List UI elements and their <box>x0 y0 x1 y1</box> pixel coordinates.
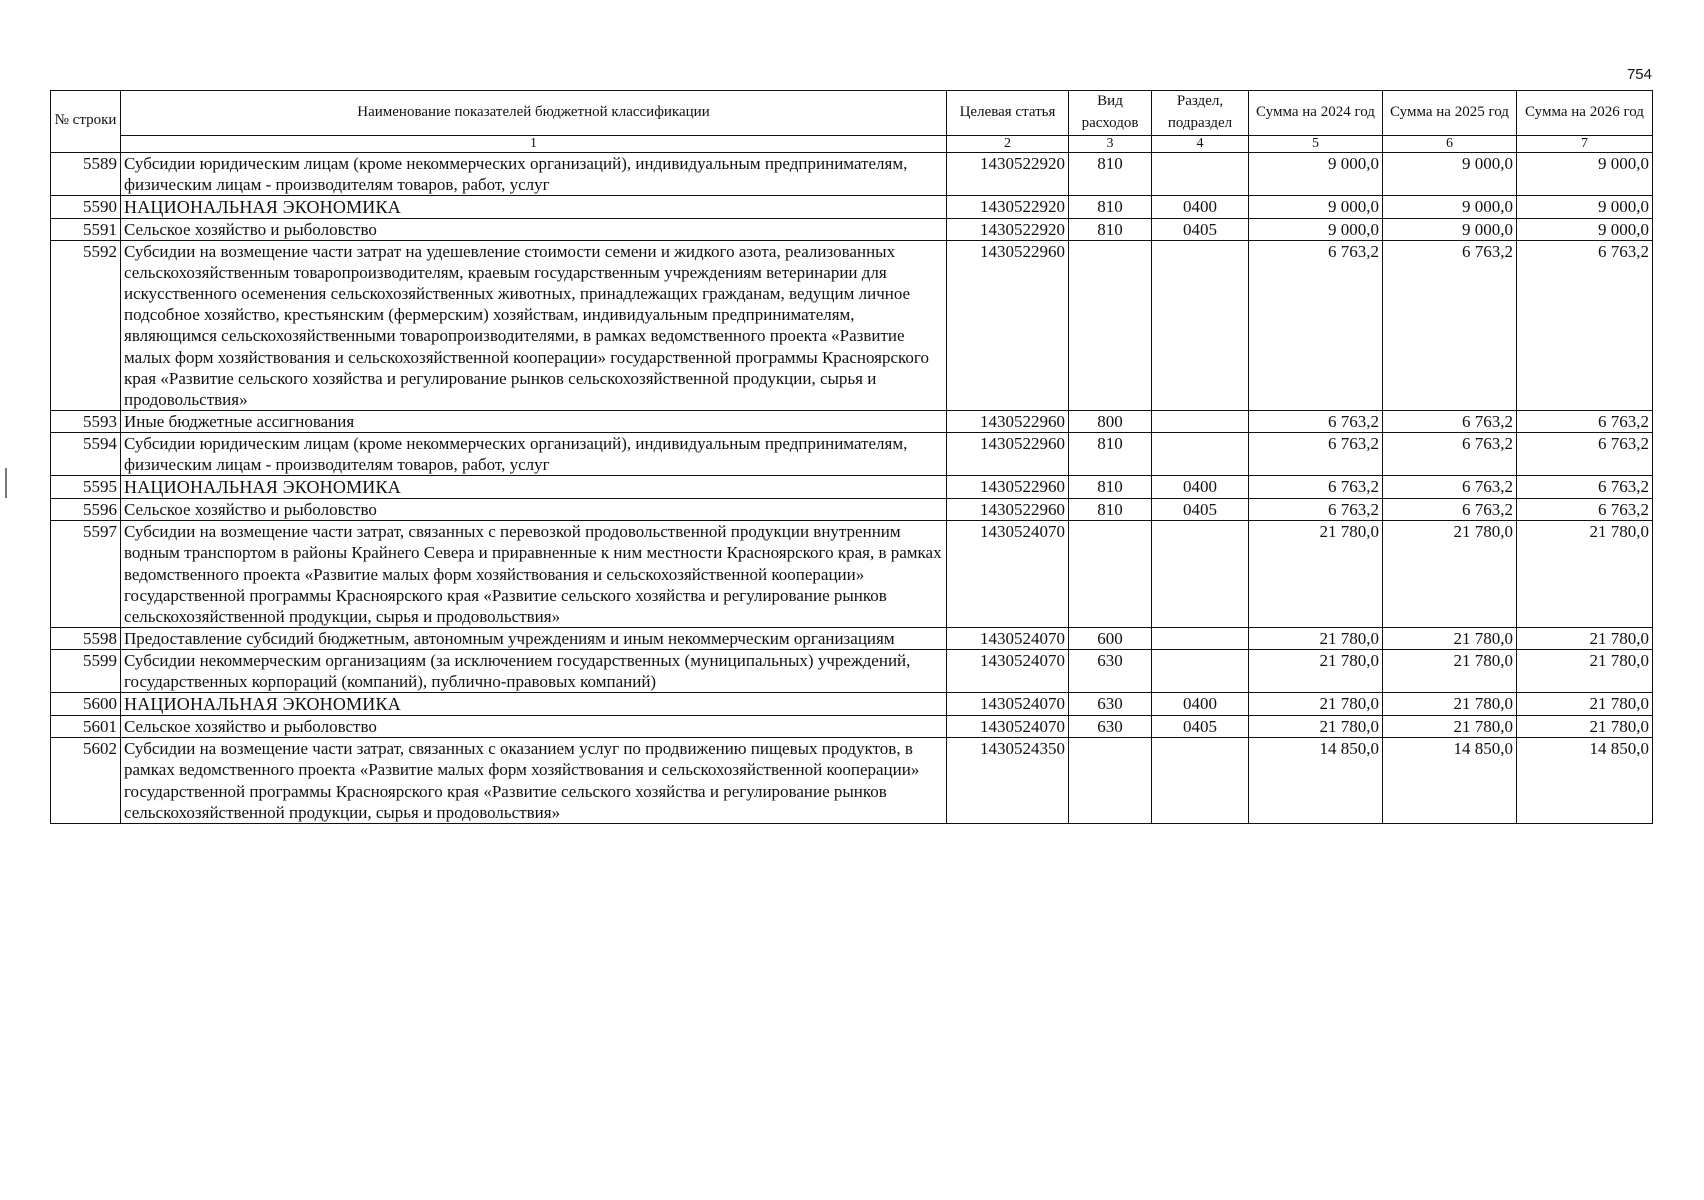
row-number: 5601 <box>51 716 121 738</box>
table-row <box>51 219 1653 241</box>
row-sum-2026: 6 763,2 <box>1517 410 1653 432</box>
row-section: 0400 <box>1152 195 1249 218</box>
row-name: Предоставление субсидий бюджетным, автономным учреждениям и иным некоммерческим организациям <box>121 627 947 649</box>
row-target-article: 1430524070 <box>947 627 1069 649</box>
table-row <box>51 195 1653 218</box>
row-sum-2025: 21 780,0 <box>1383 716 1517 738</box>
row-sum-2025: 9 000,0 <box>1383 195 1517 218</box>
row-expense-type: 630 <box>1069 693 1152 716</box>
row-sum-2024: 9 000,0 <box>1249 195 1383 218</box>
row-target-article: 1430522960 <box>947 241 1069 411</box>
row-section <box>1152 241 1249 411</box>
row-name: Субсидии юридическим лицам (кроме некоммерческих организаций), индивидуальным предпринимателям, физическим лицам - производителям товаров, работ, услуг <box>121 152 947 195</box>
row-section: 0405 <box>1152 716 1249 738</box>
row-number: 5589 <box>51 152 121 195</box>
table-row <box>51 476 1653 499</box>
row-number: 5598 <box>51 627 121 649</box>
row-target-article: 1430522960 <box>947 476 1069 499</box>
row-name: Субсидии на возмещение части затрат на удешевление стоимости семени и жидкого азота, реализованных сельскохозяйственным товаропроизводителям, краевым государственным учреждениям ветеринарии для искусственного осеменения сельскохозяйственных животных, принадлежащих гражданам, ведущим личное подсобное хозяйство, крестьянским (фермерским) хозяйствам, индивидуальным предпринимателям, являющимся сельскохозяйственными товаропроизводителями, в рамках ведомственного проекта «Развитие малых форм хозяйствования и сельскохозяйственной кооперации» государственной программы Красноярского края «Развитие сельского хозяйства и регулирование рынков сельскохозяйственной продукции, сырья и продовольствия» <box>121 241 947 411</box>
row-sum-2026: 6 763,2 <box>1517 499 1653 521</box>
row-sum-2025: 6 763,2 <box>1383 241 1517 411</box>
row-sum-2025: 21 780,0 <box>1383 693 1517 716</box>
row-sum-2024: 6 763,2 <box>1249 410 1383 432</box>
table-row <box>51 738 1653 823</box>
row-expense-type: 630 <box>1069 649 1152 692</box>
row-sum-2025: 6 763,2 <box>1383 410 1517 432</box>
header-target-article: Целевая статья <box>947 91 1069 136</box>
row-expense-type: 800 <box>1069 410 1152 432</box>
row-sum-2025: 21 780,0 <box>1383 521 1517 627</box>
row-section: 0400 <box>1152 476 1249 499</box>
table-row <box>51 521 1653 627</box>
row-target-article: 1430524350 <box>947 738 1069 823</box>
row-number: 5597 <box>51 521 121 627</box>
row-expense-type <box>1069 241 1152 411</box>
row-target-article: 1430522960 <box>947 410 1069 432</box>
column-number: 3 <box>1069 135 1152 152</box>
row-target-article: 1430522920 <box>947 152 1069 195</box>
row-expense-type: 810 <box>1069 476 1152 499</box>
row-name: Сельское хозяйство и рыболовство <box>121 219 947 241</box>
row-name: Иные бюджетные ассигнования <box>121 410 947 432</box>
row-target-article: 1430524070 <box>947 716 1069 738</box>
row-sum-2024: 6 763,2 <box>1249 432 1383 475</box>
row-sum-2024: 6 763,2 <box>1249 241 1383 411</box>
header-row-number: № строки <box>51 91 121 153</box>
row-sum-2024: 21 780,0 <box>1249 693 1383 716</box>
row-target-article: 1430522920 <box>947 195 1069 218</box>
row-sum-2026: 21 780,0 <box>1517 627 1653 649</box>
column-number: 5 <box>1249 135 1383 152</box>
row-sum-2025: 21 780,0 <box>1383 627 1517 649</box>
row-sum-2026: 21 780,0 <box>1517 693 1653 716</box>
row-sum-2024: 21 780,0 <box>1249 716 1383 738</box>
row-number: 5602 <box>51 738 121 823</box>
row-section: 0400 <box>1152 693 1249 716</box>
table-row <box>51 410 1653 432</box>
row-name: НАЦИОНАЛЬНАЯ ЭКОНОМИКА <box>121 195 947 218</box>
row-sum-2024: 21 780,0 <box>1249 627 1383 649</box>
column-number: 6 <box>1383 135 1517 152</box>
row-section <box>1152 410 1249 432</box>
row-sum-2024: 9 000,0 <box>1249 152 1383 195</box>
table-row <box>51 716 1653 738</box>
row-section <box>1152 738 1249 823</box>
column-number: 7 <box>1517 135 1653 152</box>
table-row <box>51 693 1653 716</box>
table-row <box>51 649 1653 692</box>
row-sum-2025: 6 763,2 <box>1383 476 1517 499</box>
row-number: 5595 <box>51 476 121 499</box>
row-number: 5591 <box>51 219 121 241</box>
row-section <box>1152 152 1249 195</box>
row-expense-type: 810 <box>1069 499 1152 521</box>
row-name: НАЦИОНАЛЬНАЯ ЭКОНОМИКА <box>121 476 947 499</box>
row-number: 5594 <box>51 432 121 475</box>
header-sum-2026: Сумма на 2026 год <box>1517 91 1653 136</box>
row-number: 5596 <box>51 499 121 521</box>
row-expense-type: 810 <box>1069 219 1152 241</box>
row-expense-type: 810 <box>1069 195 1152 218</box>
row-expense-type: 600 <box>1069 627 1152 649</box>
row-name: Субсидии на возмещение части затрат, связанных с оказанием услуг по продвижению пищевых продуктов, в рамках ведомственного проекта «Развитие малых форм хозяйствования и сельскохозяйственной кооперации» государственной программы Красноярского края «Развитие сельского хозяйства и регулирование рынков сельскохозяйственной продукции, сырья и продовольствия» <box>121 738 947 823</box>
header-expense-type: Вид расходов <box>1069 91 1152 136</box>
row-sum-2026: 21 780,0 <box>1517 716 1653 738</box>
column-number: 1 <box>121 135 947 152</box>
row-target-article: 1430524070 <box>947 693 1069 716</box>
row-sum-2026: 21 780,0 <box>1517 649 1653 692</box>
row-target-article: 1430524070 <box>947 649 1069 692</box>
row-number: 5599 <box>51 649 121 692</box>
row-section <box>1152 627 1249 649</box>
row-name: Сельское хозяйство и рыболовство <box>121 716 947 738</box>
row-sum-2024: 6 763,2 <box>1249 476 1383 499</box>
table-row <box>51 499 1653 521</box>
page-number: 754 <box>1626 66 1652 83</box>
row-number: 5590 <box>51 195 121 218</box>
row-expense-type <box>1069 521 1152 627</box>
row-name: Субсидии некоммерческим организациям (за исключением государственных (муниципальных) учреждений, государственных корпораций (компаний), публично-правовых компаний) <box>121 649 947 692</box>
scan-artifact-line <box>5 468 7 498</box>
row-sum-2026: 9 000,0 <box>1517 195 1653 218</box>
row-expense-type <box>1069 738 1152 823</box>
row-name: Субсидии на возмещение части затрат, связанных с перевозкой продовольственной продукции внутренним водным транспортом в районы Крайнего Севера и приравненные к ним местности Красноярского края, в рамках ведомственного проекта «Развитие малых форм хозяйствования и сельскохозяйственной кооперации» государственной программы Красноярского края «Развитие сельского хозяйства и регулирование рынков сельскохозяйственной продукции, сырья и продовольствия» <box>121 521 947 627</box>
row-sum-2024: 21 780,0 <box>1249 649 1383 692</box>
row-sum-2026: 6 763,2 <box>1517 476 1653 499</box>
header-sum-2024: Сумма на 2024 год <box>1249 91 1383 136</box>
table-row <box>51 152 1653 195</box>
row-number: 5592 <box>51 241 121 411</box>
table-row <box>51 241 1653 411</box>
row-section <box>1152 432 1249 475</box>
row-target-article: 1430522960 <box>947 432 1069 475</box>
row-section: 0405 <box>1152 499 1249 521</box>
row-sum-2025: 6 763,2 <box>1383 499 1517 521</box>
row-expense-type: 810 <box>1069 152 1152 195</box>
table-row <box>51 432 1653 475</box>
row-section: 0405 <box>1152 219 1249 241</box>
row-name: НАЦИОНАЛЬНАЯ ЭКОНОМИКА <box>121 693 947 716</box>
row-sum-2026: 6 763,2 <box>1517 241 1653 411</box>
row-sum-2024: 14 850,0 <box>1249 738 1383 823</box>
row-target-article: 1430524070 <box>947 521 1069 627</box>
row-sum-2025: 9 000,0 <box>1383 152 1517 195</box>
row-section <box>1152 521 1249 627</box>
row-sum-2025: 9 000,0 <box>1383 219 1517 241</box>
budget-table <box>50 90 1653 824</box>
row-sum-2026: 14 850,0 <box>1517 738 1653 823</box>
row-sum-2026: 6 763,2 <box>1517 432 1653 475</box>
row-sum-2025: 21 780,0 <box>1383 649 1517 692</box>
row-number: 5593 <box>51 410 121 432</box>
row-sum-2026: 21 780,0 <box>1517 521 1653 627</box>
header-sum-2025: Сумма на 2025 год <box>1383 91 1517 136</box>
row-target-article: 1430522920 <box>947 219 1069 241</box>
row-name: Субсидии юридическим лицам (кроме некоммерческих организаций), индивидуальным предпринимателям, физическим лицам - производителям товаров, работ, услуг <box>121 432 947 475</box>
row-sum-2025: 6 763,2 <box>1383 432 1517 475</box>
row-sum-2024: 9 000,0 <box>1249 219 1383 241</box>
column-number: 2 <box>947 135 1069 152</box>
row-target-article: 1430522960 <box>947 499 1069 521</box>
row-sum-2025: 14 850,0 <box>1383 738 1517 823</box>
row-number: 5600 <box>51 693 121 716</box>
row-sum-2026: 9 000,0 <box>1517 152 1653 195</box>
header-name: Наименование показателей бюджетной классификации <box>121 91 947 136</box>
row-sum-2024: 21 780,0 <box>1249 521 1383 627</box>
row-sum-2026: 9 000,0 <box>1517 219 1653 241</box>
row-name: Сельское хозяйство и рыболовство <box>121 499 947 521</box>
row-expense-type: 630 <box>1069 716 1152 738</box>
column-number: 4 <box>1152 135 1249 152</box>
header-section: Раздел, подраздел <box>1152 91 1249 136</box>
row-expense-type: 810 <box>1069 432 1152 475</box>
row-section <box>1152 649 1249 692</box>
row-sum-2024: 6 763,2 <box>1249 499 1383 521</box>
table-row <box>51 627 1653 649</box>
